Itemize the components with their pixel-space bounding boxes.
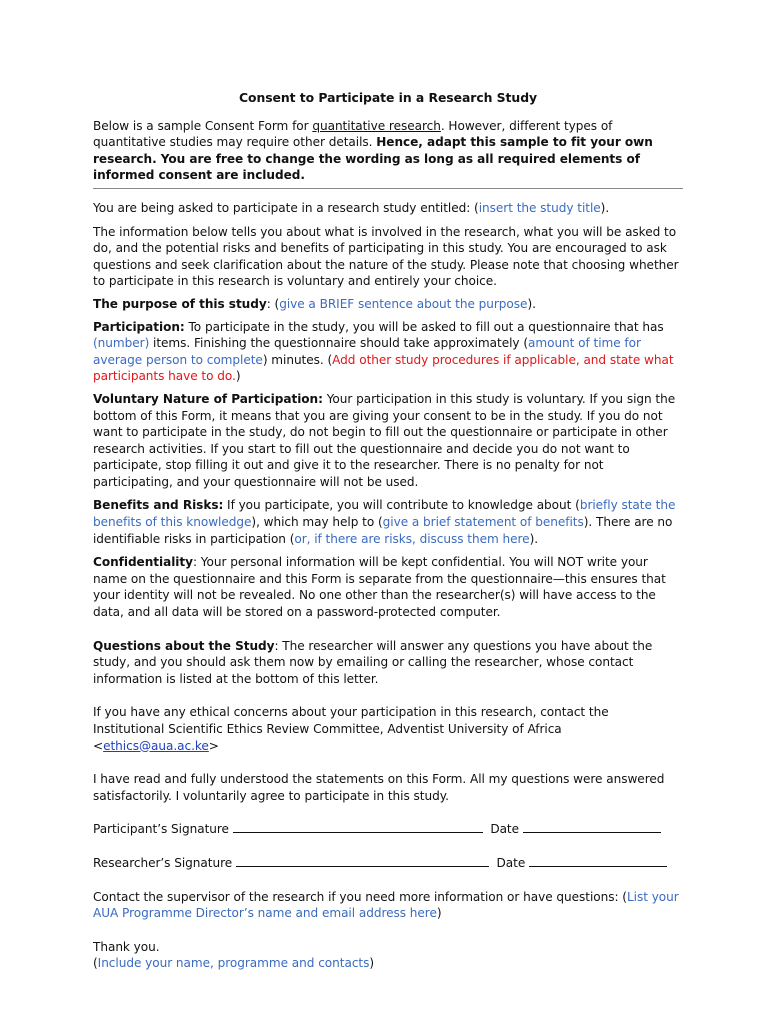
contact-paragraph — [93, 889, 683, 922]
participation-close: ) — [235, 369, 241, 384]
benefits-close: ). — [529, 531, 539, 546]
benefits-text: If you participate, you will contribute to knowledge about ( — [223, 498, 580, 513]
intro-bold-note: Hence, adapt this sample to fit your own research. You are free to change the wording as long as all required elements of informed consent are included. — [93, 135, 653, 183]
participation-text: To participate in the study, you will be asked to fill out a questionnaire that has — [184, 319, 664, 334]
purpose-placeholder: give a BRIEF sentence about the purpose — [279, 296, 528, 311]
closing-line — [93, 955, 683, 972]
questions-label: Questions about the Study — [93, 638, 275, 653]
quantitative-research-link[interactable]: quantitative research — [312, 118, 441, 133]
participation-paragraph — [93, 319, 683, 385]
participation-text-3: ) minutes. ( — [262, 352, 333, 367]
confidentiality-label: Confidentiality — [93, 555, 193, 570]
participant-signature-line[interactable] — [233, 821, 483, 833]
contact-close: ) — [436, 906, 442, 921]
ethics-close: > — [208, 738, 219, 753]
benefits-text-2: ), which may help to ( — [251, 515, 383, 530]
participation-text-2: items. Finishing the questionnaire should take approximately ( — [149, 336, 528, 351]
participation-time-placeholder: amount of time for average person to complete — [93, 336, 641, 367]
questions-paragraph — [93, 638, 683, 688]
benefits-text-3: ). There are no identifiable risks in participation ( — [93, 515, 673, 546]
participant-date-label: Date — [490, 822, 520, 837]
purpose-paragraph — [93, 296, 683, 313]
closing-close: ) — [369, 956, 375, 971]
ethics-paragraph — [93, 704, 683, 754]
researcher-signature-row — [93, 855, 683, 872]
ethics-email-link[interactable]: ethics@aua.ac.ke — [103, 738, 209, 753]
intro-text: Below is a sample Consent Form for — [93, 118, 313, 133]
study-title-close: ). — [600, 200, 610, 215]
participation-procedures-note: Add other study procedures if applicable, and state what participants have to do. — [93, 352, 674, 384]
document-title: Consent to Participate in a Research Study — [238, 90, 538, 105]
researcher-date-label: Date — [496, 855, 526, 870]
researcher-date-line[interactable] — [529, 855, 667, 867]
benefits-label: Benefits and Risks: — [93, 498, 224, 513]
voluntary-label: Voluntary Nature of Participation: — [93, 391, 323, 406]
participation-number-placeholder: (number) — [93, 336, 150, 351]
study-title-text: You are being asked to participate in a research study entitled: ( — [93, 200, 479, 215]
closing-open: ( — [93, 956, 98, 971]
consent-form-document — [93, 90, 683, 972]
purpose-label: The purpose of this study — [93, 296, 267, 311]
contact-placeholder: List your AUA Programme Director’s name and email address here — [93, 889, 679, 921]
thank-you: Thank you. — [93, 939, 160, 954]
confidentiality-text: : Your personal information will be kept confidential. You will NOT write your name on the questionnaire and this Form is separate from the questionnaire—this ensures that your identity will not be revealed. No one other than the researcher(s) will have access to the data, and all data will be stored on a password-protected computer. — [93, 555, 666, 620]
voluntary-paragraph — [93, 391, 683, 491]
researcher-signature-line[interactable] — [236, 855, 489, 867]
purpose-open: : ( — [266, 296, 280, 311]
benefits-knowledge-placeholder: briefly state the benefits of this knowledge — [93, 498, 676, 530]
purpose-close: ). — [527, 296, 536, 311]
questions-text: : The researcher will answer any questions you have about the study, and you should ask them now by emailing or calling the researcher, whose contact information is listed at the bottom of this letter. — [93, 638, 653, 686]
participation-label: Participation: — [93, 319, 185, 334]
benefits-paragraph — [93, 497, 683, 547]
researcher-signature-label: Researcher’s Signature — [93, 855, 233, 870]
contact-text: Contact the supervisor of the research if you need more information or have questions: ( — [93, 889, 627, 904]
study-title-placeholder: insert the study title — [478, 200, 601, 215]
benefits-statement-placeholder: give a brief statement of benefits — [382, 515, 584, 530]
participant-signature-row — [93, 821, 683, 838]
confidentiality-paragraph — [93, 554, 683, 620]
study-title-line — [93, 200, 683, 217]
info-paragraph: The information below tells you about what is involved in the research, what you will be asked to do, and the potential risks and benefits of participating in this study. You are encouraged to ask questions and seek clarification about the nature of the study. Please note that choosing whether to participate in this research is voluntary and entirely your choice. — [93, 224, 679, 289]
voluntary-text: Your participation in this study is voluntary. If you sign the bottom of this Form, it means that you are giving your consent to be in the study. If you do not want to participate in the study, do not begin to fill out the questionnaire or participate in other research activities. If you start to fill out the questionnaire and decide you do not want to participate, stop filling it out and give it to the researcher. There is no penalty for not participating, and your questionnaire will not be used. — [93, 391, 676, 489]
agreement-paragraph: I have read and fully understood the statements on this Form. All my questions were answered satisfactorily. I voluntarily agree to participate in this study. — [93, 772, 665, 803]
intro-paragraph — [93, 118, 683, 189]
participant-signature-label: Participant’s Signature — [93, 822, 229, 837]
risks-placeholder: or, if there are risks, discuss them here — [294, 531, 530, 546]
participant-date-line[interactable] — [523, 821, 661, 833]
ethics-text: If you have any ethical concerns about your participation in this research, contact the Institutional Scientific Ethics Review Committee, Adventist University of Africa < — [93, 705, 609, 753]
intro-text-cont: . However, different types of quantitative studies may require other details. — [93, 118, 613, 150]
closing-placeholder: Include your name, programme and contacts — [97, 956, 370, 971]
